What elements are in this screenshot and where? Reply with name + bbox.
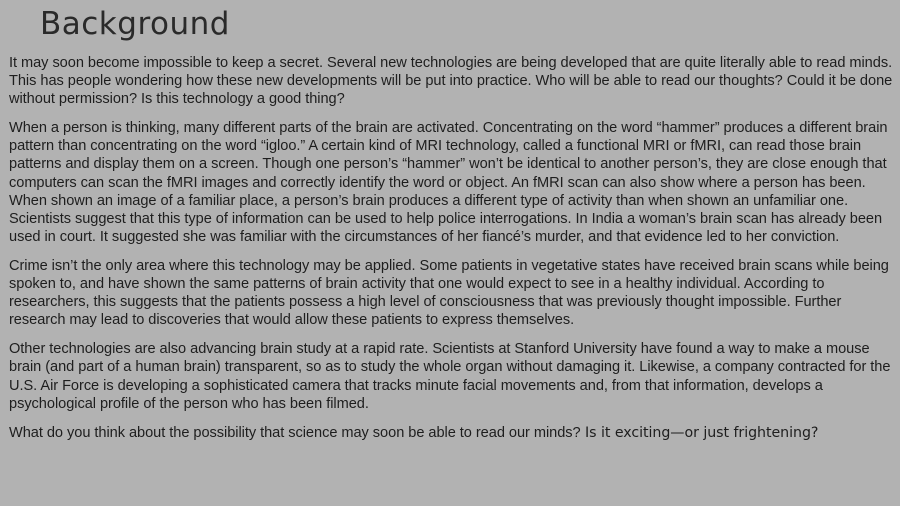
page-title: Background — [40, 6, 230, 42]
paragraph-other-technologies: Other technologies are also advancing brain study at a rapid rate. Scientists at Stanford University have found a way to make a mouse brain (and part of a human brain) transparent, so as to study the whole organ without damaging it. Likewise, a company contracted for the U.S. Air Force is developing a sophisticated camera that tracks minute facial movements and, from that information, develops a psychological profile of the person who has been filmed. — [9, 341, 891, 412]
closing-question — [9, 424, 893, 442]
paragraph-fmri: When a person is thinking, many different parts of the brain are activated. Concentrating on the word “hammer” produces a different brain pattern than concentrating on the word “igloo.” A certain kind of MRI technology, called a functional MRI or fMRI, can read those brain patterns and display them on a screen. Though one person’s “hammer” won’t be identical to another person’s, they are close enough that computers can scan the fMRI images and correctly identify the word or object. An fMRI scan can also show where a person has been. When shown an image of a familiar place, a person’s brain produces a different type of activity than when shown an unfamiliar one. Scientists suggest that this type of information can be used to help police interrogations. In India a woman’s brain scan has already been used in court. It suggested she was familiar with the circumstances of her fiancé’s murder, and that evidence led to her conviction. — [9, 120, 888, 245]
closing-question-tail: Is it exciting—or just frightening? — [580, 424, 819, 441]
paragraph-intro: It may soon become impossible to keep a secret. Several new technologies are being developed that are quite literally able to read minds. This has people wondering how these new developments will be put into practice. Who will be able to read our thoughts? Could it be done without permission? Is this technology a good thing? — [9, 55, 893, 108]
body-text — [9, 54, 893, 453]
paragraph-vegetative-states: Crime isn’t the only area where this technology may be applied. Some patients in vegetative states have received brain scans while being spoken to, and have shown the same patterns of brain activity that one would expect to see in a healthy individual. According to researchers, this suggests that the patients possess a high level of consciousness that was previously thought impossible. Further research may lead to discoveries that would allow these patients to express themselves. — [9, 257, 889, 329]
closing-question-lead: What do you think about the possibility that science may soon be able to read our minds? — [9, 424, 581, 441]
